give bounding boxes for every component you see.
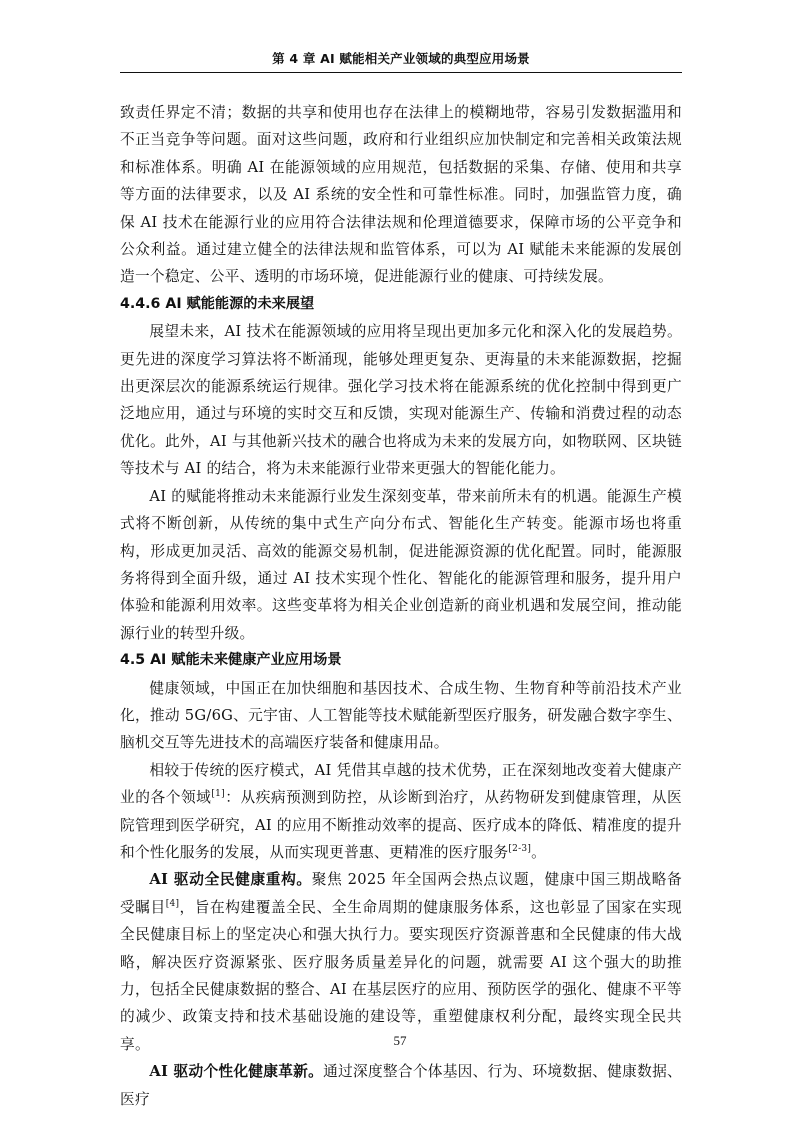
paragraph-text: 通过深度整合个体基因、行为、环境数据、健康数据、医疗	[120, 1063, 682, 1108]
paragraph-text: 相较于传统的医疗模式，AI 凭借其卓越的技术优势，正在深刻地改变着大健康产业的各个领域	[120, 761, 682, 807]
bold-lead-personalized-health: AI 驱动个性化健康革新。	[149, 1063, 324, 1081]
paragraph-energy-regulation: 致责任界定不清；数据的共享和使用也存在法律上的模糊地带，容易引发数据滥用和不正当竞争等问题。面对这些问题，政府和行业组织应加快制定和完善相关政策法规和标准体系。明确 AI 在能源领域的应用规范，包括数据的采集、存储、使用和共享等方面的法律要求，以及 AI 系统的安全性和可靠性标准。同时，加强监管力度，确保 AI 技术在能源行业的应用符合法律法规和伦理道德要求，保障市场的公平竞争和公众利益。通过建立健全的法律法规和监管体系，可以为 AI 赋能未来能源的发展创造一个稳定、公平、透明的市场环境，促进能源行业的健康、可持续发展。	[120, 104, 682, 286]
paragraph-text: 。	[531, 843, 547, 861]
header-divider	[120, 72, 682, 73]
paragraph-health-overview: 健康领域，中国正在加快细胞和基因技术、合成生物、生物育种等前沿技术产业化，推动 5G/6G、元宇宙、人工智能等技术赋能新型医疗服务，研发融合数字孪生、脑机交互等先进技术的高端医疗装备和健康用品。	[120, 679, 682, 752]
paragraph-text: ：从疾病预测到防控，从诊断到治疗，从药物研发到健康管理，从医院管理到医学研究，AI 的应用不断推动效率的提高、医疗成本的降低、精准度的提升和个性化服务的发展，从而实现更普惠、更精准的医疗服务	[120, 789, 682, 861]
paragraph-personalized-health	[120, 1058, 682, 1113]
citation-ref-4: [4]	[165, 898, 180, 909]
paragraph-national-health	[120, 866, 682, 1058]
citation-ref-1: [1]	[211, 789, 225, 800]
paragraph-energy-transformation: AI 的赋能将推动未来能源行业发生深刻变革，带来前所未有的机遇。能源生产模式将不断创新，从传统的集中式生产向分布式、智能化生产转变。能源市场也将重构，形成更加灵活、高效的能源交易机制，促进能源资源的优化配置。同时，能源服务将得到全面升级，通过 AI 技术实现个性化、智能化的能源管理和服务，提升用户体验和能源利用效率。这些变革将为相关企业创造新的商业机遇和发展空间，推动能源行业的转型升级。	[120, 487, 682, 642]
bold-lead-national-health: AI 驱动全民健康重构。	[149, 871, 312, 889]
citation-ref-2-3: [2-3]	[508, 843, 532, 854]
paragraph-text: 聚焦 2025 年全国两会热点议题，健康中国三期战略备受瞩目	[120, 871, 682, 916]
running-header: 第 4 章 AI 赋能相关产业领域的典型应用场景	[272, 51, 530, 66]
section-heading-4-5: 4.5 AI 赋能未来健康产业应用场景	[120, 652, 342, 669]
paragraph-energy-outlook: 展望未来，AI 技术在能源领域的应用将呈现出更加多元化和深入化的发展趋势。更先进的深度学习算法将不断涌现，能够处理更复杂、更海量的未来能源数据，挖掘出更深层次的能源系统运行规律。强化学习技术将在能源系统的优化控制中得到更广泛地应用，通过与环境的实时交互和反馈，实现对能源生产、传输和消费过程的动态优化。此外，AI 与其他新兴技术的融合也将成为未来的发展方向，如物联网、区块链等技术与 AI 的结合，将为未来能源行业带来更强大的智能化能力。	[120, 323, 682, 478]
section-heading-4-4-6: 4.4.6 AI 赋能能源的未来展望	[120, 295, 315, 312]
page-body	[120, 99, 682, 1113]
paragraph-ai-health-advantages	[120, 757, 682, 867]
paragraph-text: ，旨在构建覆盖全民、全生命周期的健康服务体系，这也彰显了国家在实现全民健康目标上的坚定决心和强大执行力。要实现医疗资源普惠和全民健康的伟大战略，解决医疗资源紧张、医疗服务质量差异化的问题，就需要 AI 这个强大的助推力，包括全民健康数据的整合、AI 在基层医疗的应用、预防医学的强化、健康不平等的减少、政策支持和技术基础设施的建设等，重塑健康权利分配，最终实现全民共享。	[120, 898, 682, 1053]
page-number: 57	[393, 1033, 407, 1048]
